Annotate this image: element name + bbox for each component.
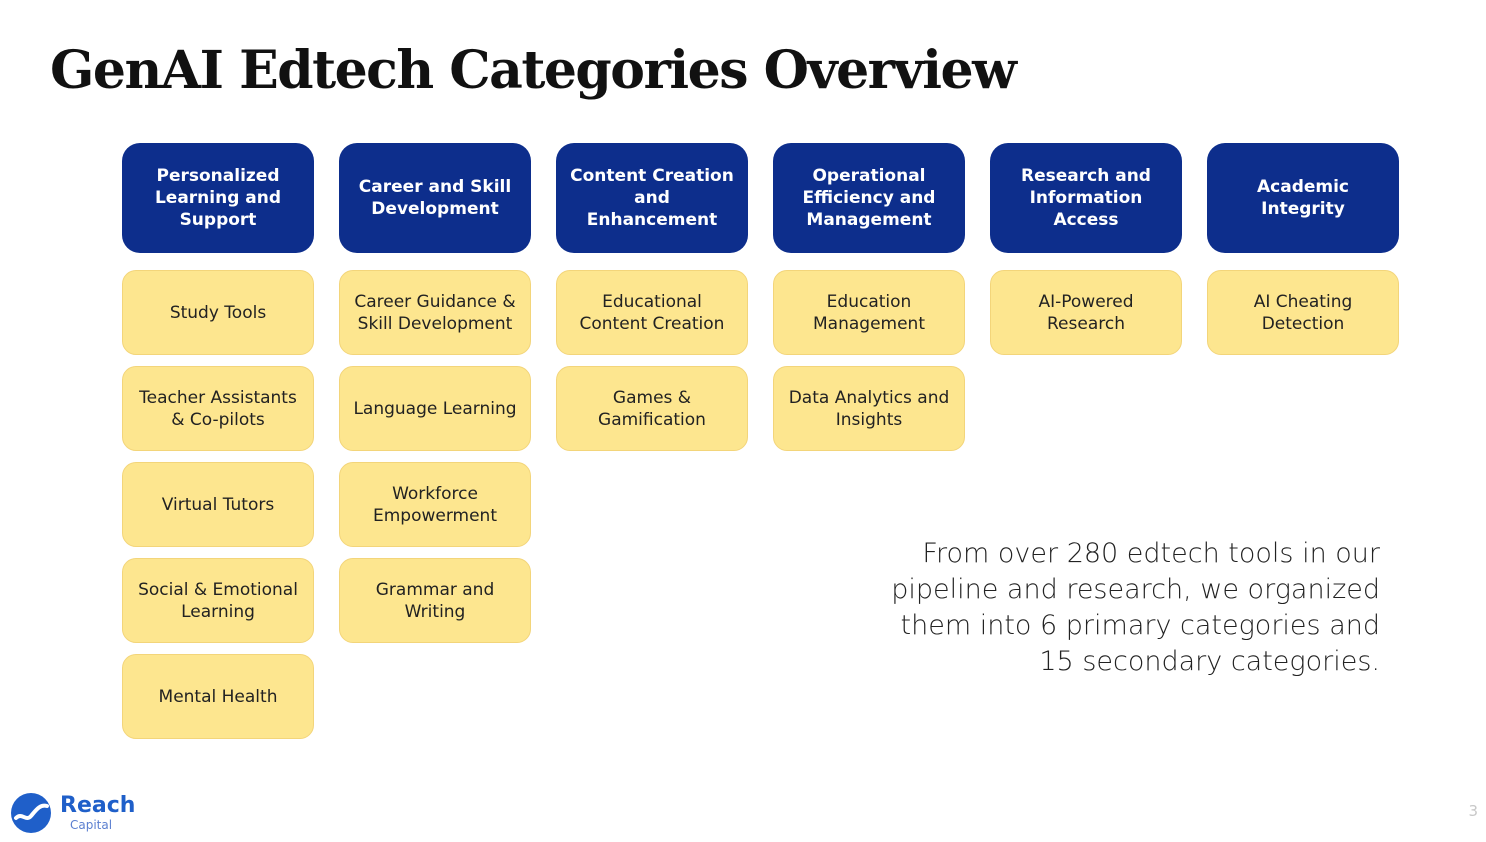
category-column xyxy=(1207,143,1399,355)
secondary-category: Study Tools xyxy=(122,270,314,355)
secondary-category: Career Guidance & Skill Development xyxy=(339,270,531,355)
primary-category-header: Research and Information Access xyxy=(990,143,1182,253)
secondary-category: AI-Powered Research xyxy=(990,270,1182,355)
primary-category-header: Career and Skill Development xyxy=(339,143,531,253)
secondary-category: Teacher Assistants & Co-pilots xyxy=(122,366,314,451)
secondary-category: Mental Health xyxy=(122,654,314,739)
category-column xyxy=(339,143,531,643)
summary-text: From over 280 edtech tools in our pipeline and research, we organized them into 6 primary categories and 15 secondary categories. xyxy=(891,538,1380,677)
primary-category-header: Personalized Learning and Support xyxy=(122,143,314,253)
brand-logo xyxy=(10,792,135,834)
category-column xyxy=(990,143,1182,355)
secondary-category: Social & Emotional Learning xyxy=(122,558,314,643)
secondary-category: Data Analytics and Insights xyxy=(773,366,965,451)
primary-category-header: Academic Integrity xyxy=(1207,143,1399,253)
page-number: 3 xyxy=(1468,802,1478,820)
logo-name: Reach xyxy=(60,793,136,818)
logo-subtitle: Capital xyxy=(70,818,113,832)
page-title: GenAI Edtech Categories Overview xyxy=(50,40,1016,101)
secondary-category: AI Cheating Detection xyxy=(1207,270,1399,355)
primary-category-header: Content Creation and Enhancement xyxy=(556,143,748,253)
category-column xyxy=(773,143,965,451)
secondary-category: Education Management xyxy=(773,270,965,355)
category-column xyxy=(122,143,314,739)
secondary-category: Language Learning xyxy=(339,366,531,451)
category-column xyxy=(556,143,748,451)
secondary-category: Virtual Tutors xyxy=(122,462,314,547)
secondary-category: Grammar and Writing xyxy=(339,558,531,643)
primary-category-header: Operational Efficiency and Management xyxy=(773,143,965,253)
secondary-category: Workforce Empowerment xyxy=(339,462,531,547)
secondary-category: Games & Gamification xyxy=(556,366,748,451)
reach-wave-logo-icon xyxy=(10,792,52,834)
secondary-category: Educational Content Creation xyxy=(556,270,748,355)
